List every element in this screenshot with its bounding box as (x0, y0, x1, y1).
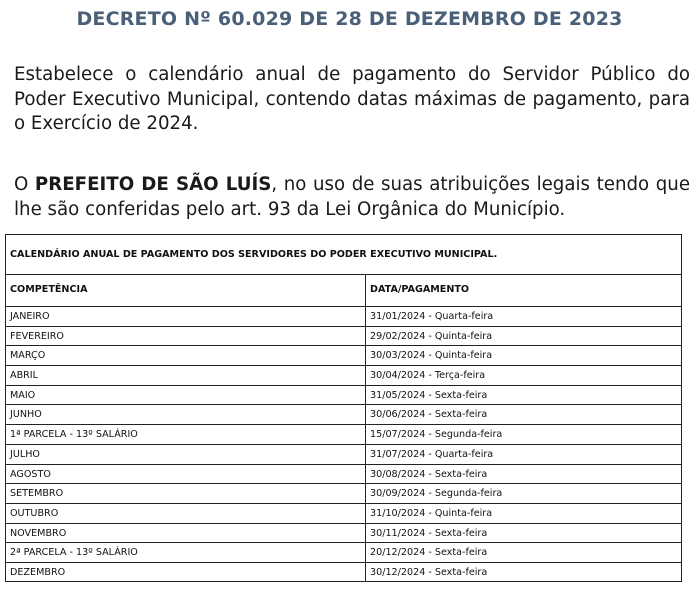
table-row (6, 543, 681, 563)
cell-competencia: SETEMBRO (10, 488, 64, 500)
cell-data-pagamento: 30/08/2024 - Sexta-feira (370, 468, 488, 480)
table-row (6, 405, 681, 425)
cell-competencia: MAIO (10, 389, 36, 401)
table-row (6, 307, 681, 327)
cell-competencia: AGOSTO (10, 468, 51, 480)
cell-competencia: JANEIRO (10, 311, 50, 322)
cell-competencia: JULHO (10, 448, 40, 460)
table-row (6, 425, 681, 445)
table-row (6, 445, 681, 465)
cell-data-pagamento: 15/07/2024 - Segunda-feira (370, 429, 503, 441)
table-body (6, 307, 681, 583)
table-row (6, 465, 681, 485)
cell-data-pagamento: 30/03/2024 - Quinta-feira (370, 350, 493, 362)
cell-data-pagamento: 20/12/2024 - Sexta-feira (370, 547, 488, 559)
cell-competencia: FEVEREIRO (10, 330, 64, 342)
table-row (6, 504, 681, 524)
table-row (6, 484, 681, 504)
header-competencia: COMPETÊNCIA (10, 284, 88, 295)
cell-data-pagamento: 29/02/2024 - Quinta-feira (370, 330, 493, 342)
page-title: DECRETO Nº 60.029 DE 28 DE DEZEMBRO DE 2023 (76, 8, 623, 30)
cell-competencia: DEZEMBRO (10, 566, 66, 578)
table-row (6, 563, 681, 583)
cell-competencia: JUNHO (10, 409, 42, 421)
cell-data-pagamento: 31/01/2024 - Quarta-feira (370, 311, 494, 322)
table-row (6, 346, 681, 366)
header-data-pagamento: DATA/PAGAMENTO (370, 284, 470, 295)
cell-data-pagamento: 30/04/2024 - Terça-feira (370, 370, 486, 382)
table-row (6, 524, 681, 544)
decree-preamble (14, 173, 690, 222)
table-row (6, 366, 681, 386)
cell-competencia: 2ª PARCELA - 13º SALÁRIO (10, 547, 138, 559)
cell-data-pagamento: 30/12/2024 - Sexta-feira (370, 566, 488, 578)
cell-data-pagamento: 31/05/2024 - Sexta-feira (370, 389, 488, 401)
cell-competencia: MARÇO (10, 350, 46, 362)
cell-data-pagamento: 30/11/2024 - Sexta-feira (370, 527, 488, 539)
cell-data-pagamento: 31/07/2024 - Quarta-feira (370, 448, 494, 460)
cell-competencia: ABRIL (10, 370, 38, 382)
cell-competencia: 1ª PARCELA - 13º SALÁRIO (10, 429, 138, 441)
cell-data-pagamento: 31/10/2024 - Quinta-feira (370, 507, 493, 519)
decree-summary: Estabelece o calendário anual de pagamento do Servidor Público do Poder Executivo Municipal, contendo datas máximas de pagamento, para o Exercício de 2024. (14, 64, 690, 134)
payment-calendar-table (5, 234, 682, 582)
cell-competencia: OUTUBRO (10, 507, 59, 519)
cell-data-pagamento: 30/06/2024 - Sexta-feira (370, 409, 488, 421)
cell-competencia: NOVEMBRO (10, 527, 67, 539)
preamble-prefix: O (14, 174, 35, 195)
table-header-row (6, 275, 681, 307)
preamble-suffix: , no uso de suas atribuições legais tendo que lhe são conferidas pelo art. 93 da Lei Orgânica do Município. (14, 174, 691, 220)
table-row (6, 386, 681, 406)
table-title: CALENDÁRIO ANUAL DE PAGAMENTO DOS SERVIDORES DO PODER EXECUTIVO MUNICIPAL. (6, 235, 681, 275)
cell-data-pagamento: 30/09/2024 - Segunda-feira (370, 488, 503, 500)
preamble-mayor: PREFEITO DE SÃO LUÍS (34, 174, 272, 195)
table-row (6, 327, 681, 347)
